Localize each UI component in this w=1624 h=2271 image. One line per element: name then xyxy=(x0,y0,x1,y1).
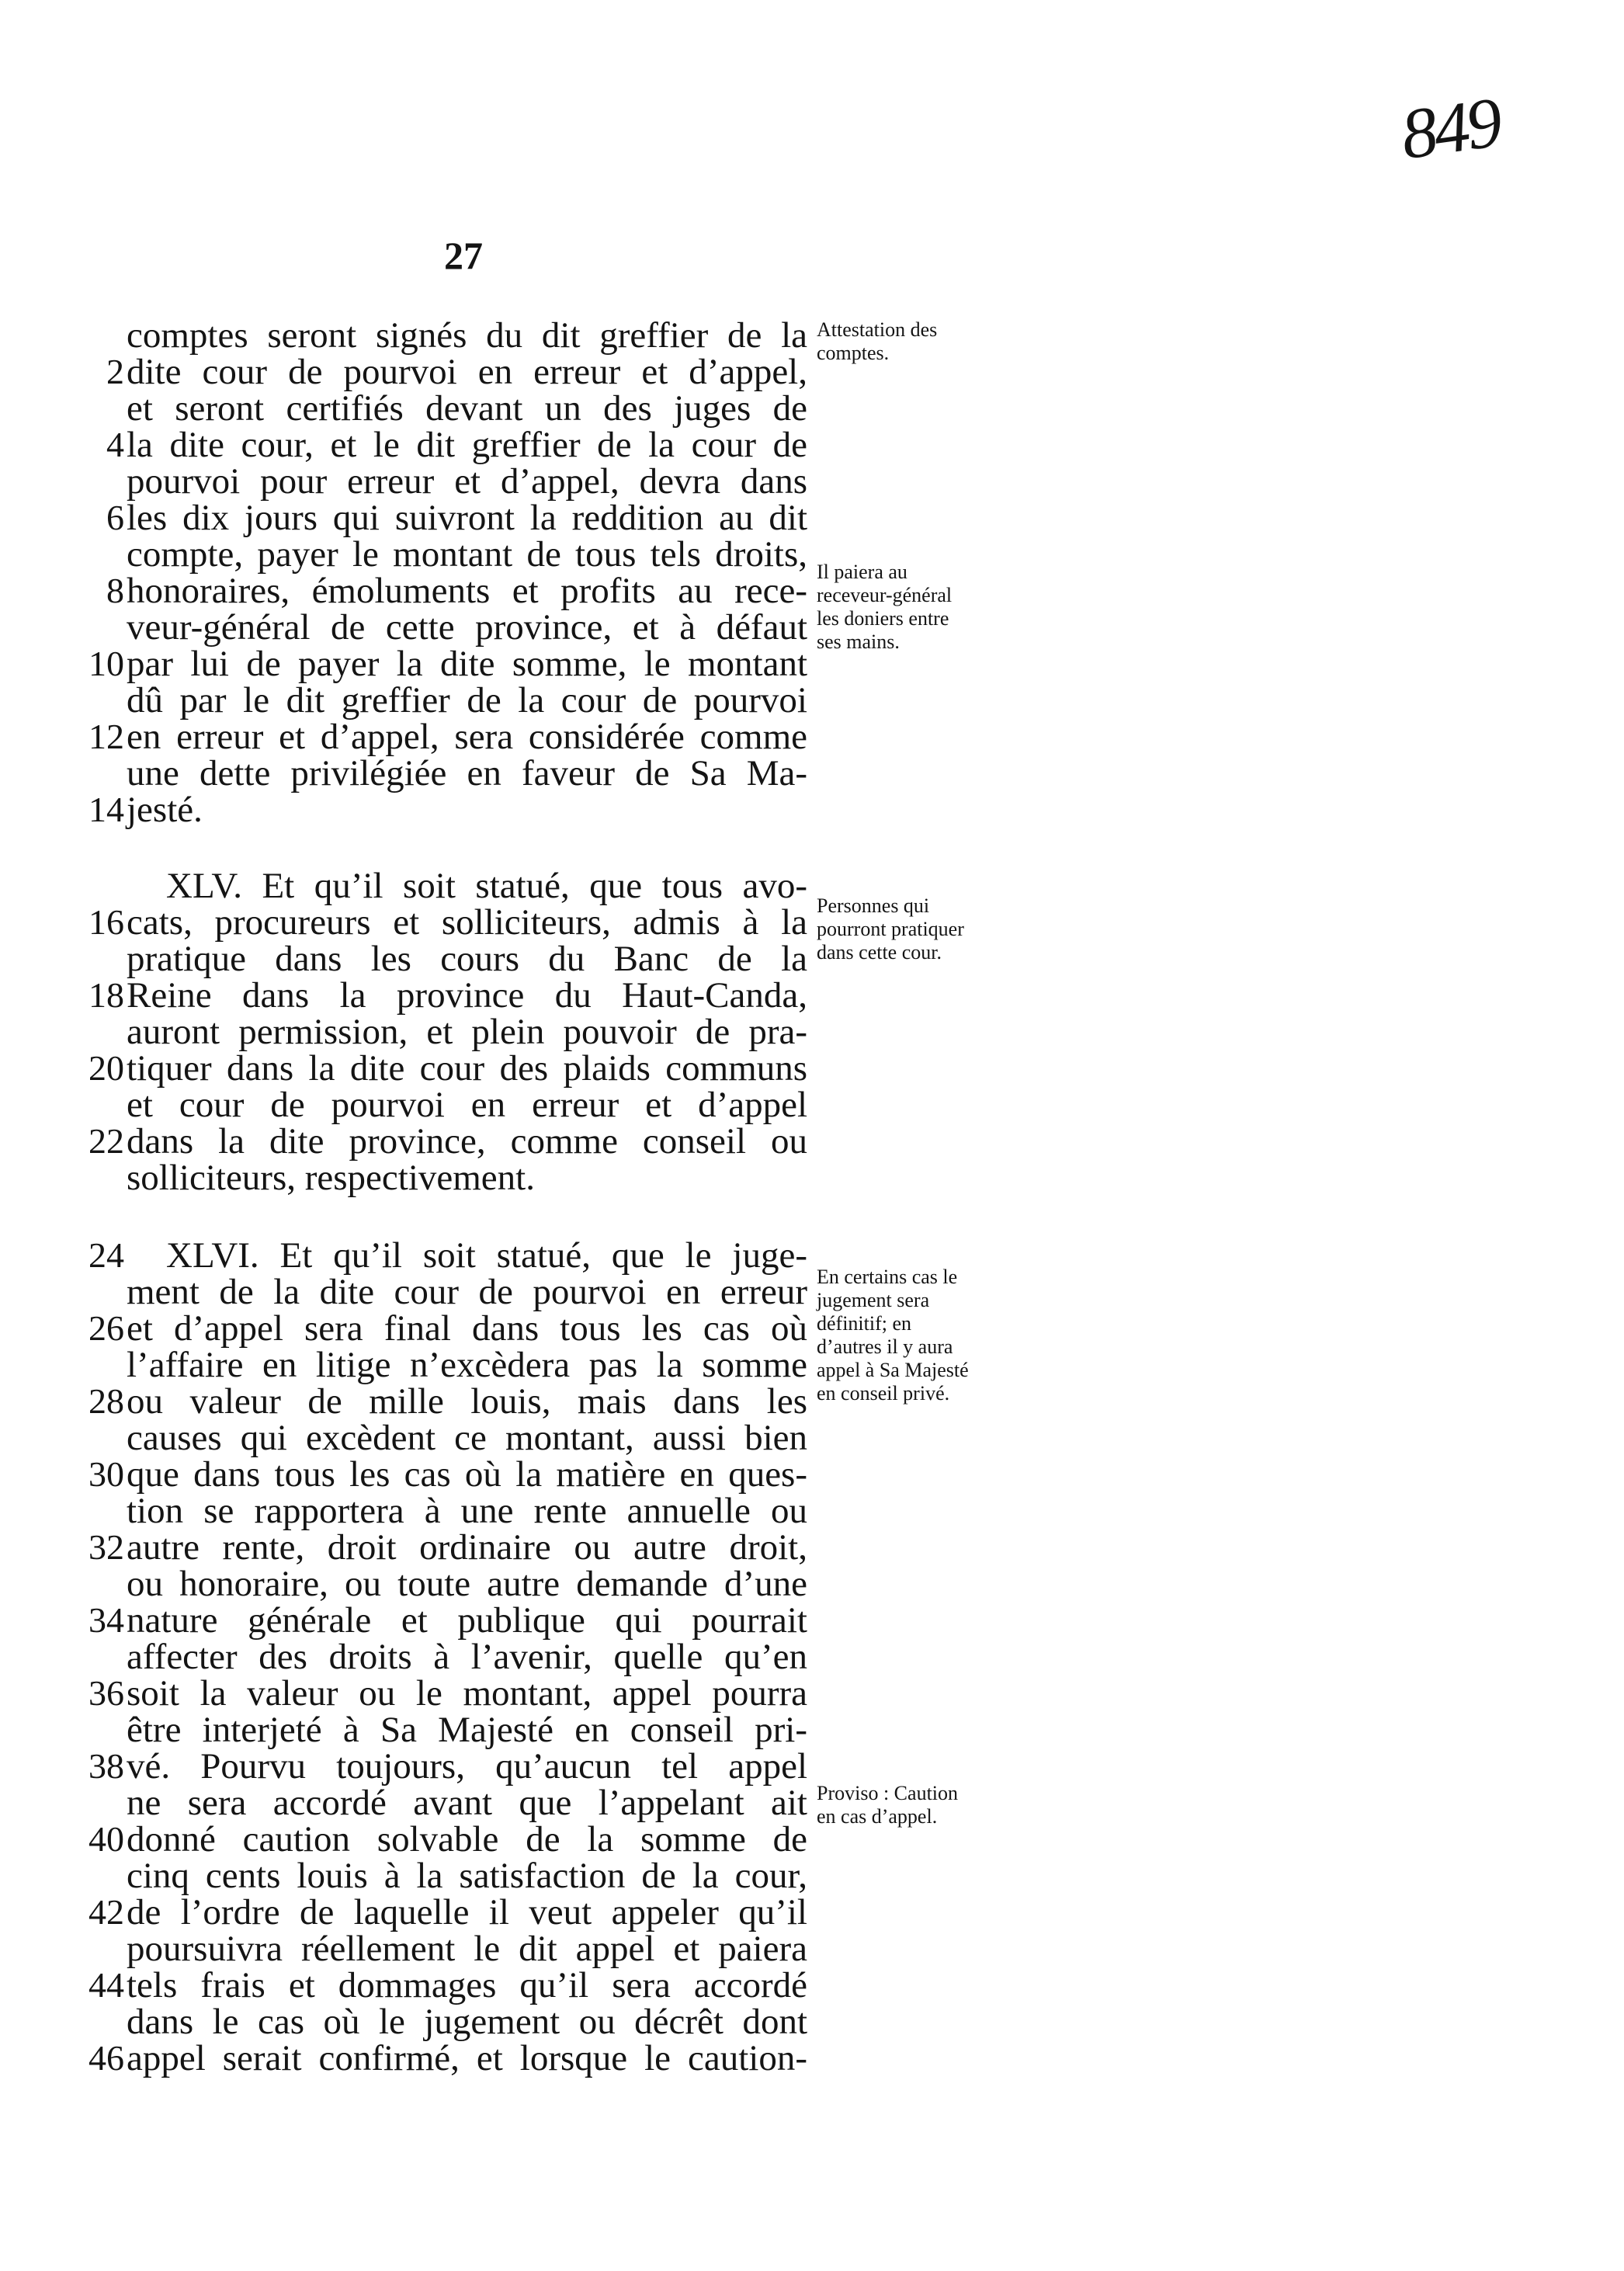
handwritten-folio: 849 xyxy=(1396,82,1504,175)
line-text: en erreur et d’appel, sera considérée comme xyxy=(127,717,807,757)
margin-note-payment: Il paiera au receveur-général les doniers entre ses mains. xyxy=(817,561,953,653)
text-line xyxy=(0,1672,807,1714)
line-text: causes qui excèdent ce montant, aussi bien xyxy=(127,1418,807,1458)
line-text: pratique dans les cours du Banc de la xyxy=(127,939,807,979)
line-text: autre rente, droit ordinaire ou autre droit, xyxy=(127,1527,807,1568)
line-text: affecter des droits à l’avenir, quelle qu’en xyxy=(127,1637,807,1677)
text-line xyxy=(0,716,807,758)
text-line xyxy=(0,2037,807,2079)
text-line xyxy=(0,1234,807,1276)
line-text: la dite cour, et le dit greffier de la cour de xyxy=(127,425,807,465)
text-line xyxy=(0,1563,807,1605)
page-number: 27 xyxy=(444,234,483,277)
line-text: XLVI. Et qu’il soit statué, que le juge- xyxy=(166,1235,807,1276)
line-number: 10 xyxy=(88,644,124,683)
line-number: 32 xyxy=(88,1527,124,1567)
line-text: tiquer dans la dite cour des plaids communs xyxy=(127,1048,807,1089)
text-line xyxy=(0,1380,807,1422)
line-text: tels frais et dommages qu’il sera accordé xyxy=(127,1965,807,2005)
line-number: 18 xyxy=(88,975,124,1015)
line-number: 2 xyxy=(106,352,124,391)
line-text: XLV. Et qu’il soit statué, que tous avo- xyxy=(166,866,807,906)
text-line xyxy=(0,752,807,794)
line-text: cats, procureurs et solliciteurs, admis à la xyxy=(127,902,807,943)
margin-note-final-judgment: En certains cas le jugement sera définitif; en d’autres il y aura appel à Sa Majesté en conseil privé. xyxy=(817,1266,969,1405)
line-text: être interjeté à Sa Majesté en conseil pri- xyxy=(127,1710,807,1750)
line-number: 40 xyxy=(88,1819,124,1859)
text-line xyxy=(0,901,807,943)
text-line xyxy=(0,1599,807,1641)
line-number: 36 xyxy=(88,1673,124,1713)
line-text: appel serait confirmé, et lorsque le caution- xyxy=(127,2038,807,2078)
line-number: 12 xyxy=(88,717,124,756)
line-number: 30 xyxy=(88,1454,124,1494)
line-text: dite cour de pourvoi en erreur et d’appel, xyxy=(127,352,807,392)
text-line xyxy=(0,1271,807,1313)
line-number: 14 xyxy=(88,790,124,829)
text-line xyxy=(0,1120,807,1162)
text-line xyxy=(0,1526,807,1568)
line-text: veur-général de cette province, et à défaut xyxy=(127,607,807,648)
text-line xyxy=(0,2001,807,2043)
line-number: 4 xyxy=(106,425,124,464)
line-text: ou honoraire, ou toute autre demande d’une xyxy=(127,1564,807,1604)
margin-note-practitioners: Personnes qui pourront pratiquer dans cette cour. xyxy=(817,894,964,964)
text-line xyxy=(0,1964,807,2006)
text-line xyxy=(0,865,807,907)
line-text: tion se rapportera à une rente annuelle ou xyxy=(127,1491,807,1531)
line-number: 34 xyxy=(88,1600,124,1640)
line-text: jesté. xyxy=(127,790,203,830)
text-line xyxy=(0,1709,807,1751)
text-line xyxy=(0,387,807,429)
line-text: dans la dite province, comme conseil ou xyxy=(127,1121,807,1162)
line-text: auront permission, et plein pouvoir de pra- xyxy=(127,1012,807,1052)
line-text: nature générale et publique qui pourrait xyxy=(127,1600,807,1641)
line-text: ne sera accordé avant que l’appelant ait xyxy=(127,1783,807,1823)
text-line xyxy=(0,1891,807,1933)
line-text: cinq cents louis à la satisfaction de la cour, xyxy=(127,1856,807,1896)
text-line xyxy=(0,1855,807,1897)
text-line xyxy=(0,1157,807,1199)
line-text: comptes seront signés du dit greffier de la xyxy=(127,315,807,356)
text-line xyxy=(0,1782,807,1824)
line-text: honoraires, émoluments et profits au rece- xyxy=(127,571,807,611)
text-line xyxy=(0,1745,807,1787)
line-number: 20 xyxy=(88,1048,124,1088)
line-text: dû par le dit greffier de la cour de pourvoi xyxy=(127,680,807,721)
line-text: compte, payer le montant de tous tels droits, xyxy=(127,534,807,575)
line-number: 28 xyxy=(88,1381,124,1421)
text-line xyxy=(0,460,807,502)
margin-note-attestation: Attestation des comptes. xyxy=(817,318,938,364)
line-number: 24 xyxy=(88,1235,124,1275)
line-number: 46 xyxy=(88,2038,124,2078)
line-number: 16 xyxy=(88,902,124,942)
line-number: 42 xyxy=(88,1892,124,1932)
line-text: Reine dans la province du Haut-Canda, xyxy=(127,975,807,1016)
line-text: et d’appel sera final dans tous les cas où xyxy=(127,1308,807,1349)
line-number: 38 xyxy=(88,1746,124,1786)
text-line xyxy=(0,424,807,466)
line-text: et cour de pourvoi en erreur et d’appel xyxy=(127,1085,807,1125)
text-line xyxy=(0,1453,807,1495)
text-line xyxy=(0,497,807,539)
line-text: ment de la dite cour de pourvoi en erreur xyxy=(127,1272,807,1312)
text-line xyxy=(0,679,807,721)
line-text: solliciteurs, respectivement. xyxy=(127,1158,535,1198)
line-text: ou valeur de mille louis, mais dans les xyxy=(127,1381,807,1422)
text-line xyxy=(0,1084,807,1126)
line-text: par lui de payer la dite somme, le montant xyxy=(127,644,807,684)
line-number: 26 xyxy=(88,1308,124,1348)
line-number: 6 xyxy=(106,498,124,537)
text-line xyxy=(0,1417,807,1459)
text-line xyxy=(0,643,807,685)
text-line xyxy=(0,314,807,356)
line-number: 22 xyxy=(88,1121,124,1161)
text-line xyxy=(0,1047,807,1089)
margin-note-proviso: Proviso : Caution en cas d’appel. xyxy=(817,1782,959,1828)
line-text: l’affaire en litige n’excèdera pas la somme xyxy=(127,1345,807,1385)
text-line xyxy=(0,1490,807,1532)
line-text: poursuivra réellement le dit appel et paiera xyxy=(127,1929,807,1969)
line-text: vé. Pourvu toujours, qu’aucun tel appel xyxy=(127,1746,807,1787)
line-number: 44 xyxy=(88,1965,124,2005)
text-line xyxy=(0,1344,807,1386)
text-line xyxy=(0,938,807,980)
line-text: pourvoi pour erreur et d’appel, devra dans xyxy=(127,461,807,502)
line-text: que dans tous les cas où la matière en ques- xyxy=(127,1454,807,1495)
text-line xyxy=(0,570,807,612)
text-line xyxy=(0,606,807,648)
text-line xyxy=(0,1636,807,1678)
text-line xyxy=(0,789,807,831)
text-line xyxy=(0,351,807,393)
text-line xyxy=(0,1011,807,1053)
text-line xyxy=(0,1928,807,1970)
line-number: 8 xyxy=(106,571,124,610)
text-line xyxy=(0,1307,807,1349)
line-text: dans le cas où le jugement ou décrêt dont xyxy=(127,2002,807,2042)
line-text: donné caution solvable de la somme de xyxy=(127,1819,807,1860)
line-text: soit la valeur ou le montant, appel pourra xyxy=(127,1673,807,1714)
line-text: et seront certifiés devant un des juges de xyxy=(127,388,807,429)
line-text: les dix jours qui suivront la reddition au dit xyxy=(127,498,807,538)
text-line xyxy=(0,533,807,575)
line-text: de l’ordre de laquelle il veut appeler qu’il xyxy=(127,1892,807,1932)
line-text: une dette privilégiée en faveur de Sa Ma- xyxy=(127,753,807,793)
text-line xyxy=(0,974,807,1016)
text-line xyxy=(0,1818,807,1860)
